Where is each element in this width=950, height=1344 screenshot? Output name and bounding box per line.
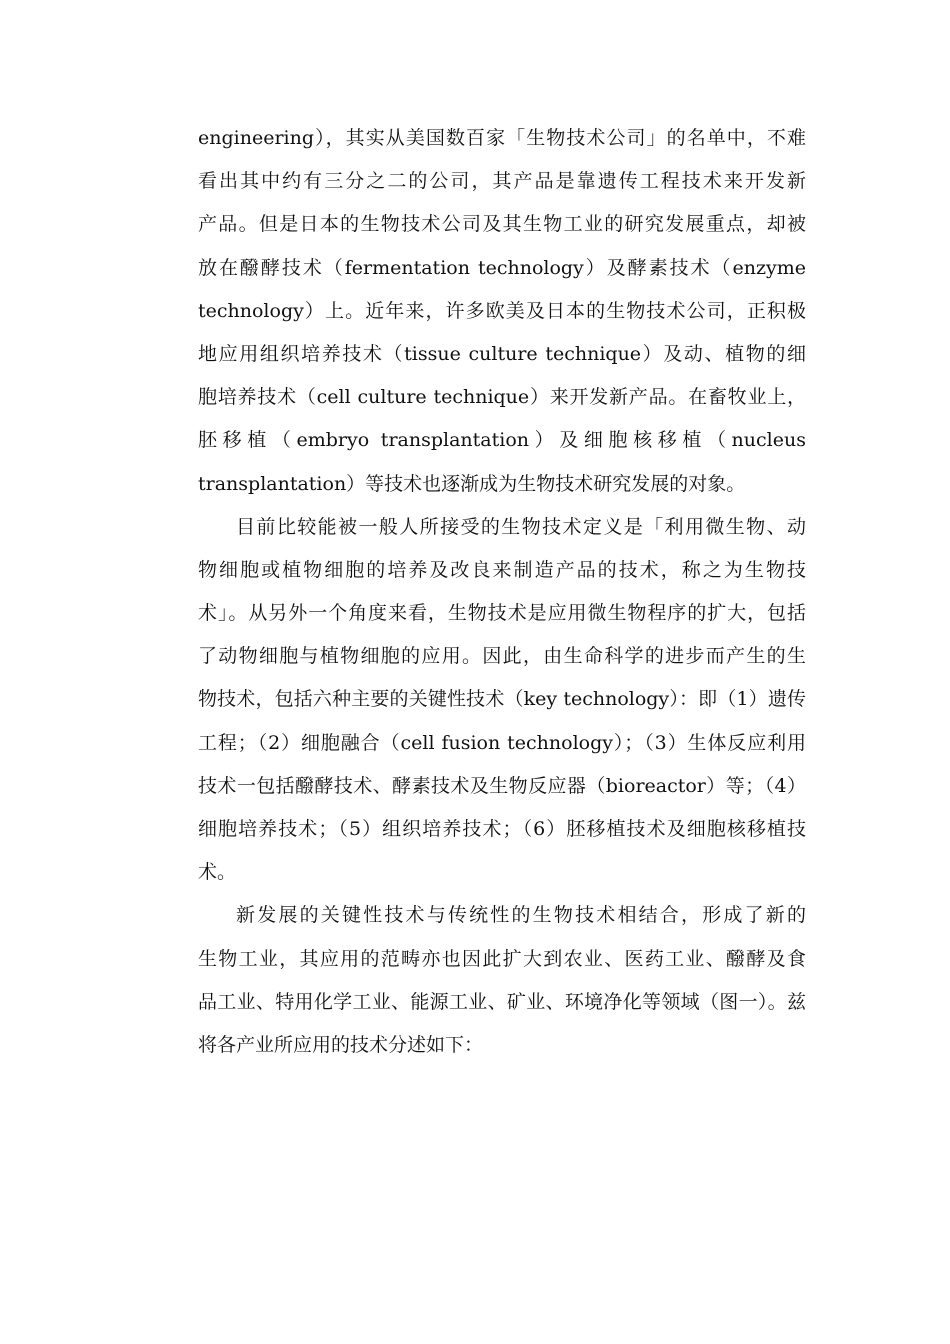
text-line: 术」。从另外一个角度来看，生物技术是应用微生物程序的扩大，包括	[198, 602, 806, 625]
text-line: 物细胞或植物细胞的培养及改良来制造产品的技术，称之为生物技	[198, 558, 806, 581]
text-line: 工程；（2）细胞融合（cell fusion technology）；（3）生体反应利用	[198, 731, 806, 754]
text-line: transplantation）等技术也逐渐成为生物技术研究发展的对象。	[198, 472, 746, 495]
text-line: 目前比较能被一般人所接受的生物技术定义是「利用微生物、动	[236, 515, 806, 538]
text-line: 胞培养技术（cell culture technique）来开发新产品。在畜牧业上，	[198, 386, 806, 409]
text-line: 放在醱酵技术（fermentation technology）及酵素技术（enzyme	[198, 256, 806, 279]
text-line: 看出其中约有三分之二的公司，其产品是靠遗传工程技术来开发新	[198, 170, 806, 193]
text-line: 地应用组织培养技术（tissue culture technique）及动、植物的细	[198, 342, 806, 365]
paragraph-applications	[198, 894, 806, 1067]
text-line: engineering），其实从美国数百家「生物技术公司」的名单中，不难	[198, 127, 806, 149]
text-line: 了动物细胞与植物细胞的应用。因此，由生命科学的进步而产生的生	[198, 645, 806, 668]
text-line: technology）上。近年来，许多欧美及日本的生物技术公司，正积极	[198, 299, 806, 322]
text-line: 胚移植（embryo transplantation）及细胞核移植（nucleus	[198, 429, 806, 452]
text-line: 生物工业，其应用的范畴亦也因此扩大到农业、医药工业、醱酵及食	[198, 947, 806, 970]
paragraph-definition	[198, 506, 806, 895]
text-line: 产品。但是日本的生物技术公司及其生物工业的研究发展重点，却被	[198, 213, 806, 236]
text-line: 技术一包括醱酵技术、酵素技术及生物反应器（bioreactor）等；（4）	[198, 774, 806, 797]
text-line: 细胞培养技术；（5）组织培养技术；（6）胚移植技术及细胞核移植技	[198, 818, 806, 840]
text-line: 将各产业所应用的技术分述如下：	[198, 1033, 484, 1056]
body-text	[198, 117, 806, 1067]
paragraph-continued	[198, 117, 806, 506]
text-line: 品工业、特用化学工业、能源工业、矿业、环境净化等领域（图一）。兹	[198, 990, 806, 1013]
text-line: 术。	[198, 861, 237, 884]
text-line: 物技术，包括六种主要的关键性技术（key technology）：即（1）遗传	[198, 688, 806, 711]
text-line: 新发展的关键性技术与传统性的生物技术相结合，形成了新的	[236, 904, 806, 927]
